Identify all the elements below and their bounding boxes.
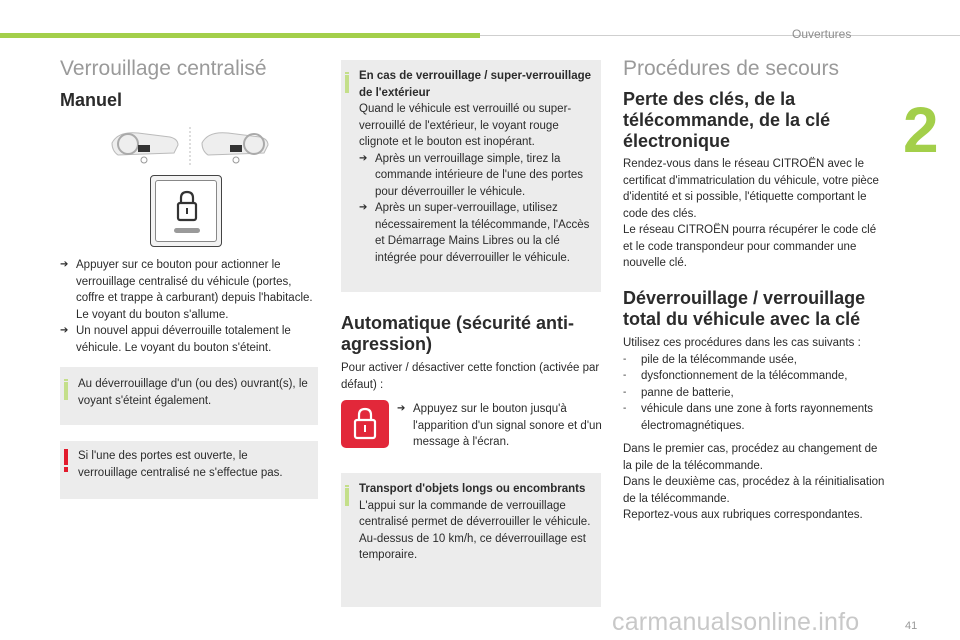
list-item: - pile de la télécommande usée, [623,353,797,366]
info-icon [64,375,68,400]
page-title: Verrouillage centralisé [60,57,267,80]
auto-intro-text: Pour activer / désactiver cette fonction (activée par défaut) : [341,362,600,391]
note-text: Au-dessus de 10 km/h, ce déverrouillage est temporaire. [359,532,586,561]
watermark: carmanualsonline.info [612,608,860,636]
padlock-icon [341,400,389,448]
emergency-title: Procédures de secours [623,57,839,80]
subtitle-manuel: Manuel [60,90,123,110]
door-panel-illustration [108,125,272,167]
subtitle-lost-keys: Perte des clés, de la télécommande, de la clé électronique [623,89,831,151]
info-note-box [60,367,318,425]
list-item: ➔ Appuyez sur le bouton jusqu'à l'apparition d'un signal sonore et d'un message à l'écran. [397,403,602,448]
note-title: Transport d'objets longs ou encombrants [359,483,586,495]
note-text: L'appui sur la commande de verrouillage centralisé permet de déverrouiller le véhicule. [359,499,591,528]
subtitle-key-unlock: Déverrouillage / verrouillage total du véhicule avec la clé [623,288,866,329]
auto-instruction [397,401,602,451]
arrow-bullet-icon: ➔ [397,403,406,414]
section-label: Ouvertures [792,27,852,41]
page-number: 41 [905,620,918,632]
note-title: En cas de verrouillage / super-verrouillage de l'extérieur [359,70,592,99]
list-item: ➔ Appuyer sur ce bouton pour actionner le verrouillage centralisé du véhicule (portes, coffre et trappe à carburant) depuis l'habitacle. Le voyant du bouton s'allume. [60,259,313,321]
list-item: ➔ Un nouvel appui déverrouille totalement le véhicule. Le voyant du bouton s'éteint. [60,325,291,354]
warning-note-text: Si l'une des portes est ouverte, le verrouillage centralisé ne s'effectue pas. [78,450,283,479]
list-item: - dysfonctionnement de la télécommande, [623,370,848,382]
anti-aggression-button-illustration [341,400,389,448]
arrow-bullet-icon: ➔ [60,325,69,336]
list-item: ➔ Après un super-verrouillage, utilisez nécessairement la télécommande, l'Accès et Démarrage Mains Libres ou la clé intégrée pour déverrouiller le véhicule. [359,202,590,264]
subtitle-automatique: Automatique (sécurité anti-agression) [341,313,575,354]
long-objects-note-box [341,473,601,607]
arrow-bullet-icon: ➔ [359,152,368,164]
note-text: Quand le véhicule est verrouillé ou super-verrouillé de l'extérieur, le voyant rouge clignote et le bouton est inopérant. [359,103,572,148]
info-icon [345,68,349,93]
chapter-number: 2 [903,94,939,166]
info-icon [345,481,349,506]
exterior-locking-note-box [341,60,601,292]
header-accent-bar [0,33,480,38]
key-unlock-text: Utilisez ces procédures dans les cas suivants : - pile de la télécommande usée, - dysfonctionnement de la télécommande, - panne de batterie, - véhicule dans une zone à forts rayonnements électromagnétiques. [623,335,885,434]
warning-icon [64,449,68,472]
list-item: ➔ Après un verrouillage simple, tirez la commande intérieure de l'une des portes pour déverrouiller le véhicule. [359,152,584,198]
lost-keys-text: Rendez-vous dans le réseau CITROËN avec le certificat d'immatriculation du véhicule, votre pièce d'identité et si possible, l'étiquette comportant le code des clés. Le réseau CITROËN pourra récupérer le code clé et le code transpondeur pour commander une nouvelle clé. [623,158,879,269]
arrow-bullet-icon: ➔ [60,259,69,270]
central-lock-button-illustration [150,175,222,247]
padlock-icon [156,181,216,241]
header-rule [480,35,960,36]
list-item: - panne de batterie, [623,386,734,399]
list-item: - véhicule dans une zone à forts rayonnements électromagnétiques. [623,403,874,432]
key-unlock-cases: Dans le premier cas, procédez au changement de la pile de la télécommande. Dans le deuxième cas, procédez à la réinitialisation de la télécommande. Reportez-vous aux rubriques correspondantes. [623,443,885,521]
arrow-bullet-icon: ➔ [359,202,368,213]
manual-instructions [60,257,322,356]
warning-note-box [60,441,318,499]
info-note-text: Au déverrouillage d'un (ou des) ouvrant(s), le voyant s'éteint également. [78,378,308,407]
